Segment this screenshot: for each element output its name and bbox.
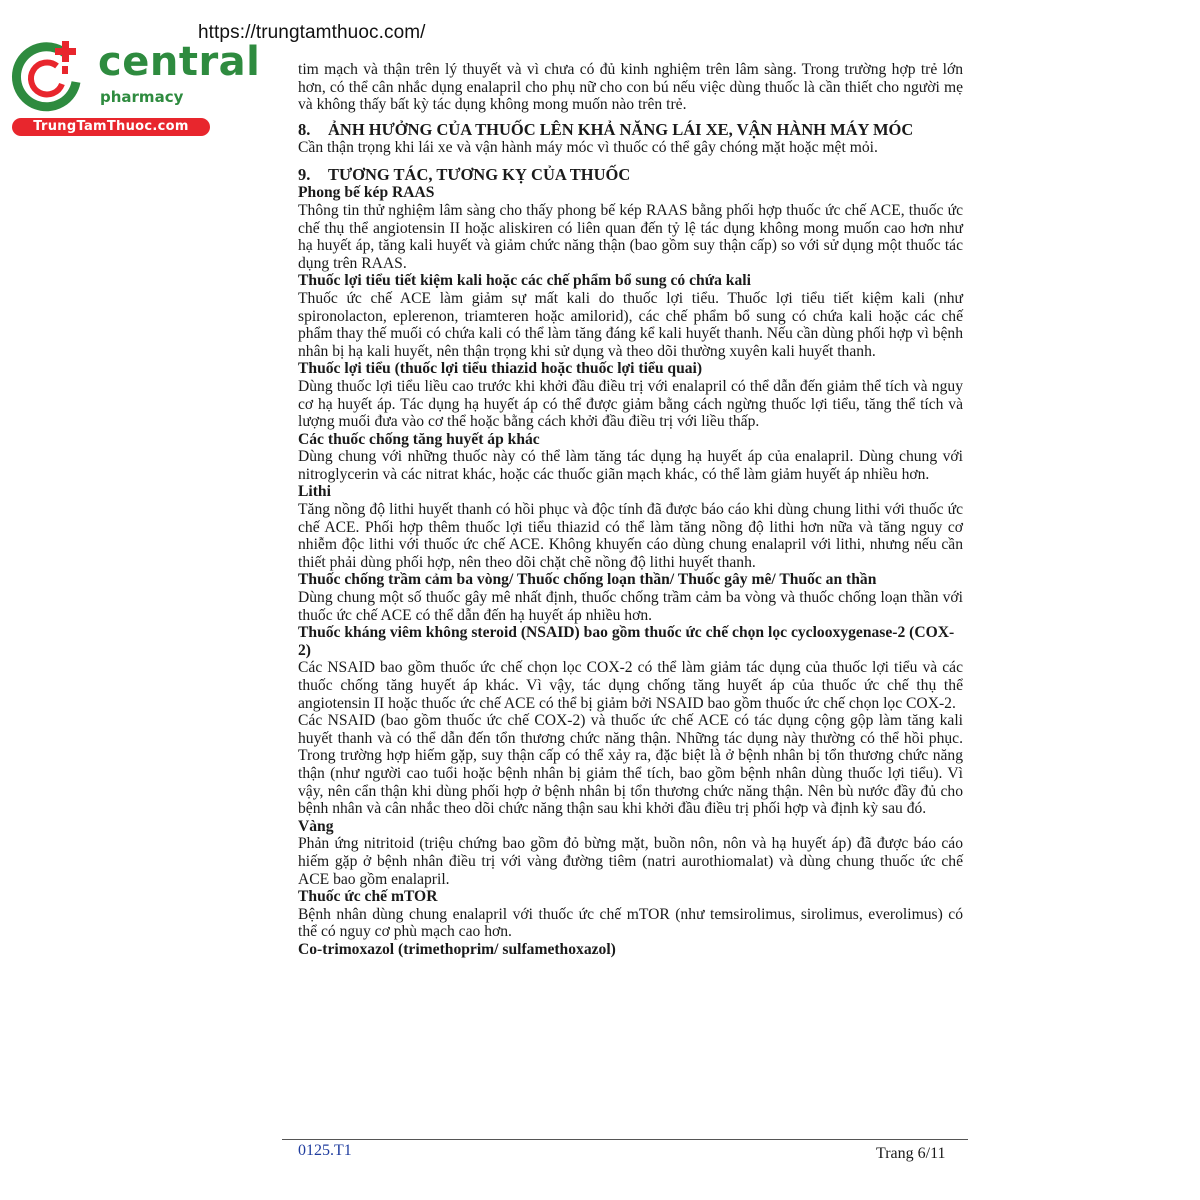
subsection-heading: Thuốc chống trầm cảm ba vòng/ Thuốc chống loạn thần/ Thuốc gây mê/ Thuốc an thần	[298, 571, 877, 589]
page-number: Trang 6/11	[876, 1145, 946, 1162]
subsection-paragraph: Dùng thuốc lợi tiểu liều cao trước khi khởi đầu điều trị với enalapril có thể dẫn đến giảm thể tích và nguy cơ hạ huyết áp. Tác dụng hạ huyết áp có thể được giảm bằng cách ngừng thuốc lợi tiểu, tăng thể tích và lượng muối đưa vào cơ thể hoặc bằng cách khởi đầu điều trị với liều thấp.	[298, 377, 963, 431]
section-8-body: Cần thận trọng khi lái xe và vận hành máy móc vì thuốc có thể gây chóng mặt hoặc mệt mỏi.	[298, 138, 878, 156]
subsection-paragraph: Phản ứng nitritoid (triệu chứng bao gồm đỏ bừng mặt, buồn nôn, nôn và hạ huyết áp) đã được báo cáo hiếm gặp ở bệnh nhân điều trị với vàng đường tiêm (natri aurothiomalat) và dùng chung thuốc ức chế ACE bao gồm enalapril.	[298, 835, 963, 888]
document-code: 0125.T1	[298, 1142, 352, 1159]
logo-wordmark: central	[98, 39, 261, 85]
site-url-link[interactable]: https://trungtamthuoc.com/	[198, 22, 426, 43]
pharmacy-cross-logo-icon	[10, 36, 90, 116]
subsection-paragraph: Bệnh nhân dùng chung enalapril với thuốc ức chế mTOR (như temsirolimus, sirolimus, everolimus) có thể có nguy cơ phù mạch cao hơn.	[298, 905, 963, 941]
section-title: TƯƠNG TÁC, TƯƠNG KỴ CỦA THUỐC	[328, 165, 631, 185]
subsection-paragraph: Thuốc ức chế ACE làm giảm sự mất kali do thuốc lợi tiểu. Thuốc lợi tiểu tiết kiệm kali (như spironolacton, eplerenon, triamteren hoặc amilorid), các chế phẩm bổ sung có chứa kali hoặc các chế phẩm thay thế muối có chứa kali có thể làm tăng đáng kể kali huyết thanh. Nếu cần dùng phối hợp vì bệnh nhân bị hạ kali huyết, nên thận trọng khi sử dụng và theo dõi thường xuyên kali huyết thanh.	[298, 289, 963, 360]
logo-badge: TrungTamThuoc.com	[12, 118, 210, 136]
subsection-heading: Các thuốc chống tăng huyết áp khác	[298, 430, 540, 448]
central-pharmacy-logo[interactable]	[10, 36, 261, 136]
subsection-paragraph: Dùng chung với những thuốc này có thể làm tăng tác dụng hạ huyết áp của enalapril. Dùng chung với nitroglycerin và các nitrat khác, hoặc các thuốc giãn mạch khác, có thể làm giảm huyết áp nhiều hơn.	[298, 448, 963, 483]
subsection-heading: Phong bế kép RAAS	[298, 184, 435, 202]
subsection-paragraph: Dùng chung một số thuốc gây mê nhất định, thuốc chống trầm cảm ba vòng và thuốc chống loạn thần với thuốc ức chế ACE có thể dẫn đến hạ huyết áp nhiều hơn.	[298, 589, 963, 624]
intro-paragraph: tim mạch và thận trên lý thuyết và vì chưa có đủ kinh nghiệm trên lâm sàng. Trong trường hợp trẻ lớn hơn, có thể cân nhắc dụng enalapril cho phụ nữ cho con bú nếu việc dùng thuốc là cần thiết cho người mẹ và không thấy bất kỳ tác dụng không mong muốn nào trên trẻ.	[298, 61, 963, 114]
subsection-heading: Lithi	[298, 483, 331, 501]
subsection-heading: Thuốc lợi tiểu tiết kiệm kali hoặc các chế phẩm bổ sung có chứa kali	[298, 272, 751, 290]
subsection-paragraph: Tăng nồng độ lithi huyết thanh có hồi phục và độc tính đã được báo cáo khi dùng chung lithi với thuốc ức chế ACE. Phối hợp thêm thuốc lợi tiểu thiazid có thể làm tăng nồng độ lithi hơn nữa và tăng nguy cơ nhiễm độc lithi với thuốc ức chế ACE. Không khuyến cáo dùng chung enalapril với lithi, nhưng nếu cần thiết phải dùng phối hợp, nên theo dõi chặt chẽ nồng độ lithi huyết thanh.	[298, 501, 963, 571]
section-number: 8.	[298, 119, 311, 139]
section-title: ẢNH HƯỞNG CỦA THUỐC LÊN KHẢ NĂNG LÁI XE, VẬN HÀNH MÁY MÓC	[328, 119, 914, 139]
section-8-heading	[298, 120, 963, 139]
logo-subtitle: pharmacy	[100, 88, 184, 106]
subsection-heading: Co-trimoxazol (trimethoprim/ sulfamethoxazol)	[298, 940, 616, 958]
footer-divider	[282, 1139, 968, 1140]
subsection-paragraph: Thông tin thử nghiệm lâm sàng cho thấy phong bế kép RAAS bằng phối hợp thuốc ức chế ACE, thuốc ức chế thụ thể angiotensin II hoặc aliskiren có liên quan đến tỷ lệ tác dụng không mong muốn cao hơn như hạ huyết áp, tăng kali huyết và giảm chức năng thận (bao gồm suy thận cấp) so với sử dụng một thuốc tác dụng trên RAAS.	[298, 201, 963, 272]
subsection-heading: Thuốc kháng viêm không steroid (NSAID) bao gồm thuốc ức chế chọn lọc cyclooxygenase-2 (COX-2)	[298, 624, 955, 659]
section-number: 9.	[298, 165, 311, 185]
document-page	[298, 61, 963, 959]
subsection-heading: Thuốc lợi tiểu (thuốc lợi tiểu thiazid hoặc thuốc lợi tiểu quai)	[298, 360, 703, 378]
subsection-paragraph: Các NSAID (bao gồm thuốc ức chế COX-2) và thuốc ức chế ACE có tác dụng cộng gộp làm tăng kali huyết thanh và có thể dẫn đến tổn thương chức năng thận. Những tác dụng này thường có thể hồi phục. Trong trường hợp hiếm gặp, suy thận cấp có thể xảy ra, đặc biệt là ở bệnh nhân bị tổn thương chức năng thận (như người cao tuổi hoặc bệnh nhân bị giảm thể tích, bao gồm bệnh nhân dùng thuốc lợi tiểu). Vì vậy, nên cẩn thận khi dùng phối hợp ở bệnh nhân bị tổn thương chức năng thận. Nên bù nước đầy đủ cho bệnh nhân và cân nhắc theo dõi chức năng thận sau khi khởi đầu điều trị phối hợp và định kỳ sau đó.	[298, 712, 963, 818]
section-9-heading	[298, 165, 963, 184]
subsection-heading: Thuốc ức chế mTOR	[298, 888, 438, 906]
subsection-heading: Vàng	[298, 817, 334, 835]
subsection-paragraph: Các NSAID bao gồm thuốc ức chế chọn lọc COX-2 có thể làm giảm tác dụng của thuốc lợi tiểu và các thuốc chống tăng huyết áp khác. Vì vậy, tác dụng chống tăng huyết áp của thuốc ức chế thụ thể angiotensin II hoặc thuốc ức chế ACE có thể bị giảm bởi NSAID bao gồm thuốc ức chế chọn lọc COX-2.	[298, 659, 963, 712]
